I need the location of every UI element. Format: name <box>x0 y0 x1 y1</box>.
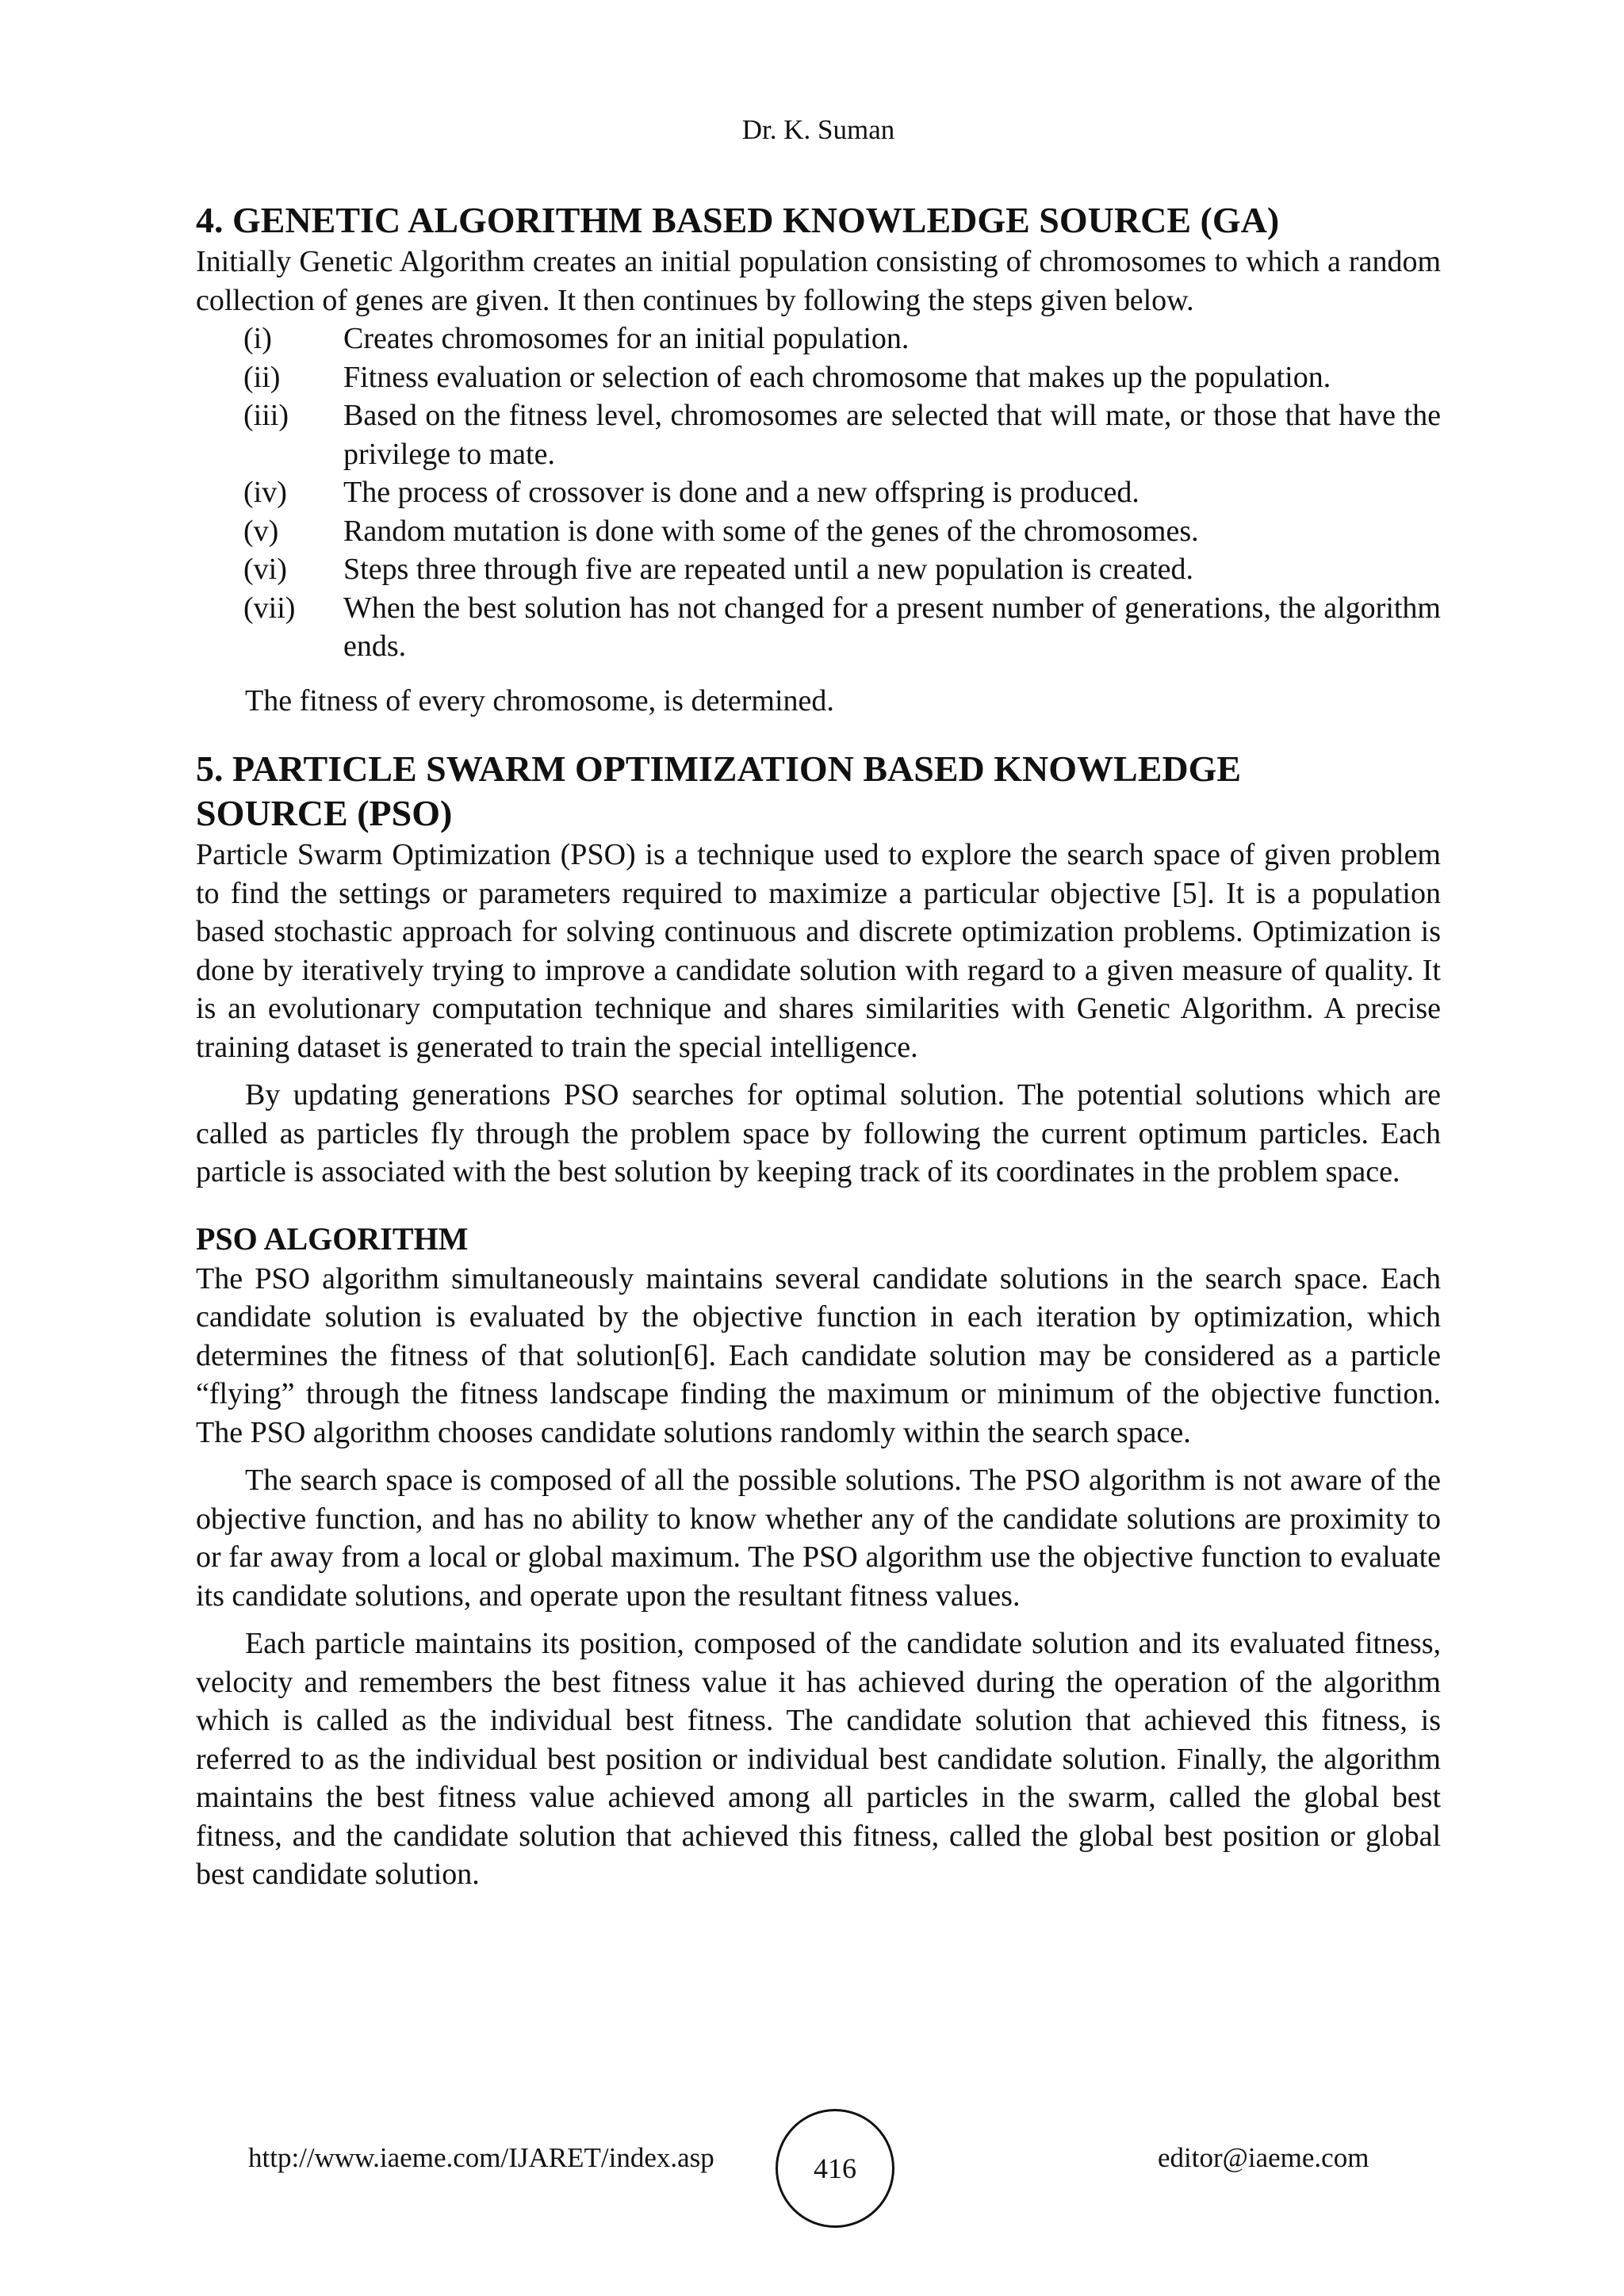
list-item <box>196 396 1441 473</box>
step-text: Creates chromosomes for an initial population. <box>343 322 910 355</box>
section-5-paragraph-2: By updating generations PSO searches for optimal solution. The potential solutions which are called as particles fly through the problem space by following the current optimum particles. Each particle is associated with the best solution by keeping track of its coordinates in the problem space. <box>196 1078 1441 1188</box>
step-text: Based on the fitness level, chromosomes are selected that will mate, or those that have the privilege to mate. <box>343 399 1441 471</box>
step-number: (iii) <box>243 399 289 432</box>
section-pso-algorithm <box>196 1219 1441 1894</box>
list-item <box>196 358 1441 397</box>
list-item <box>196 550 1441 589</box>
step-text: The process of crossover is done and a new offspring is produced. <box>343 476 1139 509</box>
list-item <box>196 473 1441 512</box>
step-text: Steps three through five are repeated until a new population is created. <box>343 553 1194 586</box>
step-number: (vi) <box>243 553 287 586</box>
pso-algorithm-paragraph-3: Each particle maintains its position, composed of the candidate solution and its evaluated fitness, velocity and remembers the best fitness value it has achieved during the operation of the algorithm which is called as the individual best fitness. The candidate solution that achieved this fitness, is referred to as the individual best position or individual best candidate solution. Finally, the algorithm maintains the best fitness value achieved among all particles in the swarm, called the global best fitness, and the candidate solution that achieved this fitness, called the global best position or global best candidate solution. <box>196 1627 1441 1891</box>
step-number: (ii) <box>243 360 281 394</box>
list-item <box>196 320 1441 358</box>
running-head-author: Dr. K. Suman <box>741 114 895 145</box>
page-footer <box>0 2109 1624 2220</box>
list-item <box>196 512 1441 551</box>
section-genetic-algorithm <box>196 198 1441 720</box>
step-text: Fitness evaluation or selection of each chromosome that makes up the population. <box>343 360 1331 394</box>
step-number: (v) <box>243 514 279 548</box>
section-pso <box>196 747 1441 1192</box>
section-4-intro: Initially Genetic Algorithm creates an initial population consisting of chromosomes to which a random collection of genes are given. It then continues by following the steps given below. <box>196 245 1441 317</box>
footer-url-link[interactable]: http://www.iaeme.com/IJARET/index.asp <box>248 2142 714 2173</box>
section-5-paragraph-1: Particle Swarm Optimization (PSO) is a technique used to explore the search space of given problem to find the settings or parameters required to maximize a particular objective [5]. It is a population based stochastic approach for solving continuous and discrete optimization problems. Optimization is done by iteratively trying to improve a candidate solution with regard to a given measure of quality. It is an evolutionary computation technique and shares similarities with Genetic Algorithm. A precise training dataset is generated to train the special intelligence. <box>196 838 1441 1064</box>
page-content <box>196 198 1441 1894</box>
pso-algorithm-paragraph-2: The search space is composed of all the possible solutions. The PSO algorithm is not aware of the objective function, and has no ability to know whether any of the candidate solutions are proximity to or far away from a local or global maximum. The PSO algorithm use the objective function to evaluate its candidate solutions, and operate upon the resultant fitness values. <box>196 1464 1441 1613</box>
step-number: (iv) <box>243 476 287 509</box>
pso-algorithm-paragraph-1: The PSO algorithm simultaneously maintains several candidate solutions in the search space. Each candidate solution is evaluated by the objective function in each iteration by optimization, which determines the fitness of that solution[6]. Each candidate solution may be considered as a particle “flying” through the fitness landscape finding the maximum or minimum of the objective function. The PSO algorithm chooses candidate solutions randomly within the search space. <box>196 1261 1441 1449</box>
section-5-heading <box>196 747 1441 836</box>
step-number: (i) <box>243 322 272 355</box>
section-5-heading-line2: SOURCE (PSO) <box>196 793 453 833</box>
page-number-badge <box>776 2109 894 2228</box>
footer-email-link[interactable]: editor@iaeme.com <box>1158 2142 1369 2173</box>
step-number: (vii) <box>243 591 296 625</box>
fitness-note: The fitness of every chromosome, is determined. <box>245 683 834 718</box>
section-5-heading-line1: 5. PARTICLE SWARM OPTIMIZATION BASED KNOWLEDGE <box>196 748 1242 789</box>
step-text: When the best solution has not changed for a present number of generations, the algorithm ends. <box>343 591 1441 663</box>
page-number: 416 <box>814 2152 856 2184</box>
list-item <box>196 589 1441 666</box>
pso-algorithm-heading: PSO ALGORITHM <box>196 1220 469 1257</box>
ga-steps-list <box>196 320 1441 666</box>
step-text: Random mutation is done with some of the genes of the chromosomes. <box>343 514 1199 548</box>
section-4-heading: 4. GENETIC ALGORITHM BASED KNOWLEDGE SOURCE (GA) <box>196 200 1280 240</box>
